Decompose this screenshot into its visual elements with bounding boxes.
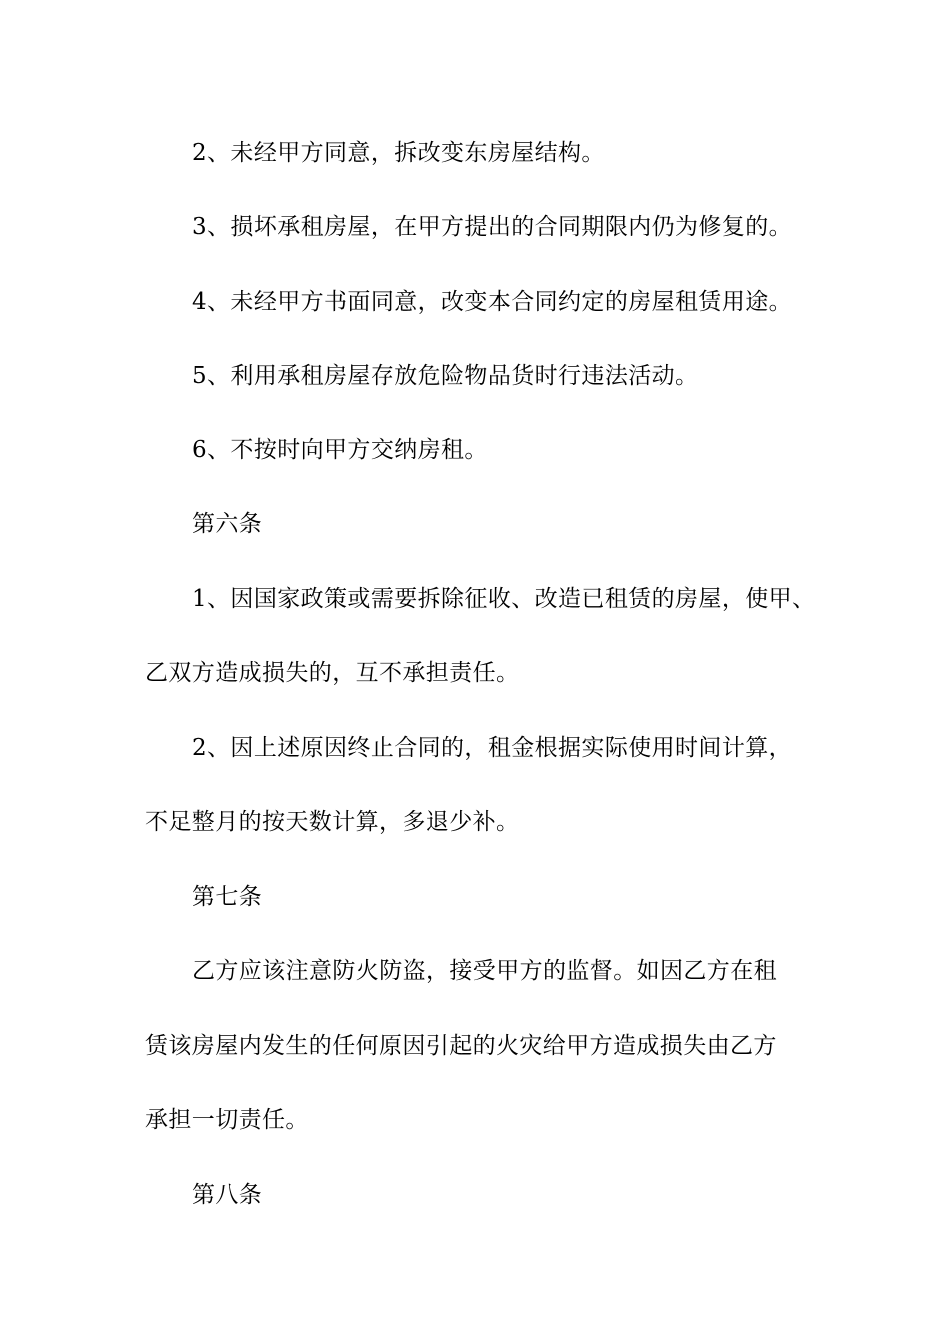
clause-6-item-1-line-1: 1、因国家政策或需要拆除征收、改造已租赁的房屋，使甲、 [192, 586, 816, 612]
clause-5-item-2: 2、未经甲方同意，拆改变东房屋结构。 [192, 140, 605, 166]
clause-7-line-2: 赁该房屋内发生的任何原因引起的火灾给甲方造成损失由乙方 [145, 1033, 777, 1059]
clause-6-item-1-line-2: 乙双方造成损失的，互不承担责任。 [145, 660, 520, 686]
clause-5-item-4: 4、未经甲方书面同意，改变本合同约定的房屋租赁用途。 [192, 289, 793, 315]
clause-5-item-6: 6、不按时向甲方交纳房租。 [192, 437, 488, 463]
clause-6-item-2-line-2: 不足整月的按天数计算，多退少补。 [145, 809, 520, 835]
clause-7-line-1: 乙方应该注意防火防盗，接受甲方的监督。如因乙方在租 [192, 958, 777, 984]
clause-6-item-2-line-1: 2、因上述原因终止合同的，租金根据实际使用时间计算， [192, 735, 793, 761]
article-6-heading: 第六条 [192, 511, 263, 537]
clause-5-item-3: 3、损坏承租房屋，在甲方提出的合同期限内仍为修复的。 [192, 214, 793, 240]
article-7-heading: 第七条 [192, 884, 263, 910]
clause-7-line-3: 承担一切责任。 [145, 1107, 309, 1133]
article-8-heading: 第八条 [192, 1182, 263, 1208]
clause-5-item-5: 5、利用承租房屋存放危险物品货时行违法活动。 [192, 363, 699, 389]
